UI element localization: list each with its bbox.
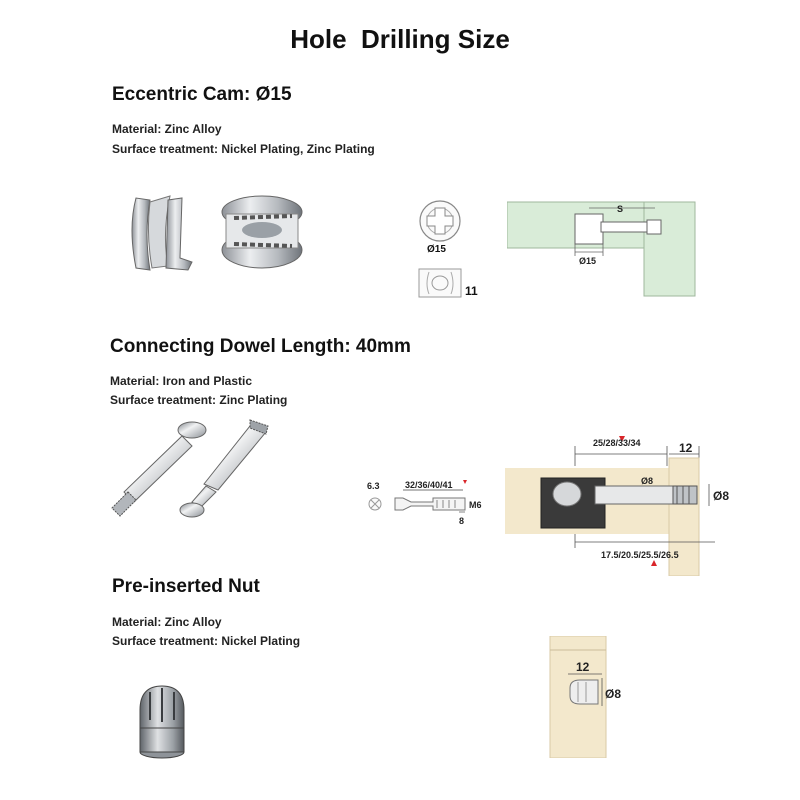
- section-title-connecting-dowel: Connecting Dowel Length: 40mm: [110, 336, 411, 357]
- cam-s-label: S: [617, 204, 624, 214]
- cam-diameter-label: Ø15: [427, 244, 446, 255]
- dowel-edge-label: 12: [679, 441, 693, 455]
- nut-board-drawing: [546, 636, 636, 758]
- cam-board-drawing: [507, 200, 697, 298]
- cam-product-photo: [122, 188, 307, 280]
- nut-material: Material: Zinc Alloy: [112, 615, 222, 629]
- cam-surface-treatment: Surface treatment: Nickel Plating, Zinc Plating: [112, 142, 375, 156]
- dowel-bottom-dim-label: 17.5/20.5/25.5/26.5: [601, 550, 679, 560]
- section-title-pre-inserted-nut: Pre-inserted Nut: [112, 576, 260, 597]
- cam-board-diameter-label: Ø15: [579, 256, 597, 266]
- dowel-board-drawing: [505, 436, 745, 576]
- dowel-product-photo: [100, 412, 280, 522]
- section-title-eccentric-cam: Eccentric Cam: Ø15: [112, 84, 292, 105]
- dowel-bottom-marker: [651, 560, 657, 566]
- dowel-lengths-label: 32/36/40/41: [405, 480, 453, 490]
- dowel-length-marker: [463, 480, 467, 484]
- dowel-head-label: 6.3: [367, 481, 380, 491]
- nut-product-photo: [132, 680, 192, 762]
- dowel-surface-treatment: Surface treatment: Zinc Plating: [110, 393, 288, 407]
- dowel-top-dim-label: 25/28/33/34: [593, 438, 641, 448]
- dowel-thread-label: M6: [469, 500, 482, 510]
- page-title: Hole Drilling Size: [290, 24, 510, 54]
- cam-material: Material: Zinc Alloy: [112, 122, 222, 136]
- dowel-inner-diameter-label: Ø8: [641, 476, 654, 486]
- dowel-shank-label: 8: [459, 516, 465, 526]
- cam-height-label: 11: [465, 284, 478, 298]
- nut-diameter-label: Ø8: [605, 687, 622, 701]
- dowel-technical-drawing: [365, 460, 500, 530]
- dowel-side-diameter-label: Ø8: [713, 489, 730, 503]
- dowel-material: Material: Iron and Plastic: [110, 374, 253, 388]
- nut-width-label: 12: [576, 660, 590, 674]
- nut-surface-treatment: Surface treatment: Nickel Plating: [112, 634, 301, 648]
